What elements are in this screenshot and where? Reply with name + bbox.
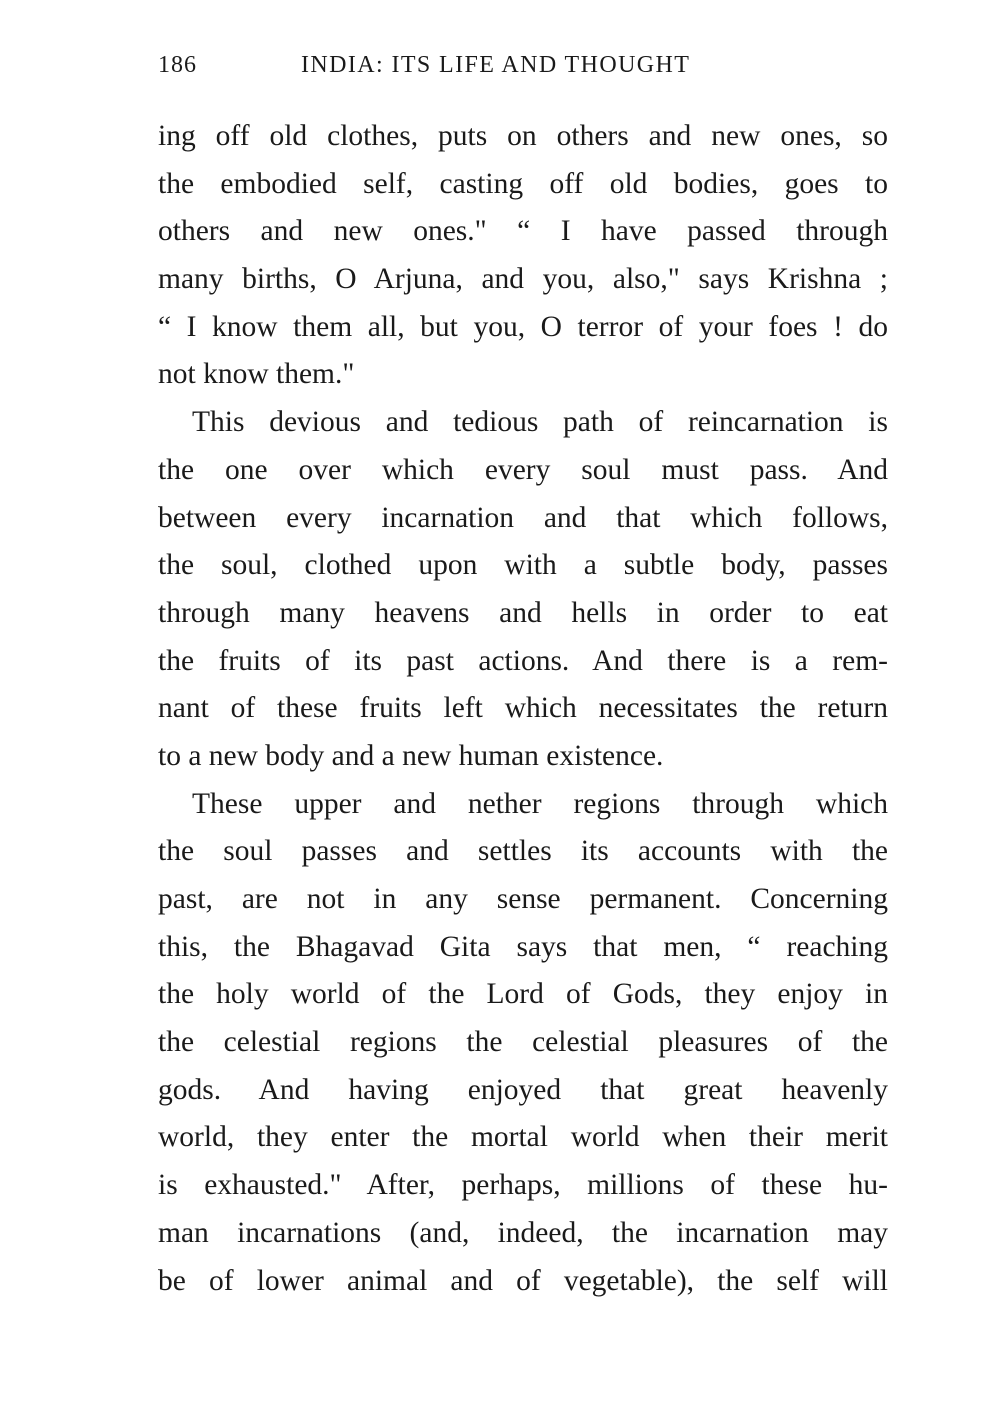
text-line: man incarnations (and, indeed, the incarnation may: [158, 1216, 888, 1249]
text-line: many births, O Arjuna, and you, also," says Krishna ;: [158, 263, 888, 296]
running-title: INDIA: ITS LIFE AND THOUGHT: [301, 52, 691, 78]
text-line: not know them.": [158, 358, 355, 391]
text-line: through many heavens and hells in order to eat: [158, 596, 888, 629]
text-line: the one over which every soul must pass. And: [158, 453, 888, 486]
page-number: 186: [158, 52, 197, 78]
text-line: the soul, clothed upon with a subtle body, passes: [158, 549, 888, 582]
text-line: between every incarnation and that which follows,: [158, 501, 888, 534]
text-line: to a new body and a new human existence.: [158, 739, 664, 772]
text-line: is exhausted." After, perhaps, millions of these hu-: [158, 1169, 888, 1202]
body-text: [158, 113, 888, 1305]
text-line: the soul passes and settles its accounts with the: [158, 835, 888, 868]
text-line: the embodied self, casting off old bodies, goes to: [158, 167, 888, 200]
running-head: [158, 52, 888, 86]
text-line: be of lower animal and of vegetable), the self will: [158, 1264, 888, 1297]
text-line: These upper and nether regions through which: [192, 787, 888, 820]
paragraph-2: [158, 399, 888, 781]
paragraph-3: [158, 781, 888, 1306]
text-line: nant of these fruits left which necessitates the return: [158, 692, 888, 725]
text-line: ing off old clothes, puts on others and new ones, so: [158, 120, 888, 152]
text-line: past, are not in any sense permanent. Concerning: [158, 883, 888, 915]
paragraph-1: [158, 113, 888, 399]
text-line: gods. And having enjoyed that great heavenly: [158, 1073, 888, 1106]
text-line: the fruits of its past actions. And there is a rem-: [158, 644, 888, 677]
text-line: world, they enter the mortal world when their merit: [158, 1121, 888, 1154]
text-line: This devious and tedious path of reincarnation is: [192, 406, 888, 439]
text-line: the holy world of the Lord of Gods, they enjoy in: [158, 978, 888, 1011]
text-line: the celestial regions the celestial pleasures of the: [158, 1026, 888, 1059]
text-line: others and new ones." “ I have passed through: [158, 215, 888, 248]
text-line: “ I know them all, but you, O terror of your foes ! do: [158, 310, 888, 343]
text-line: this, the Bhagavad Gita says that men, “ reaching: [158, 930, 888, 963]
